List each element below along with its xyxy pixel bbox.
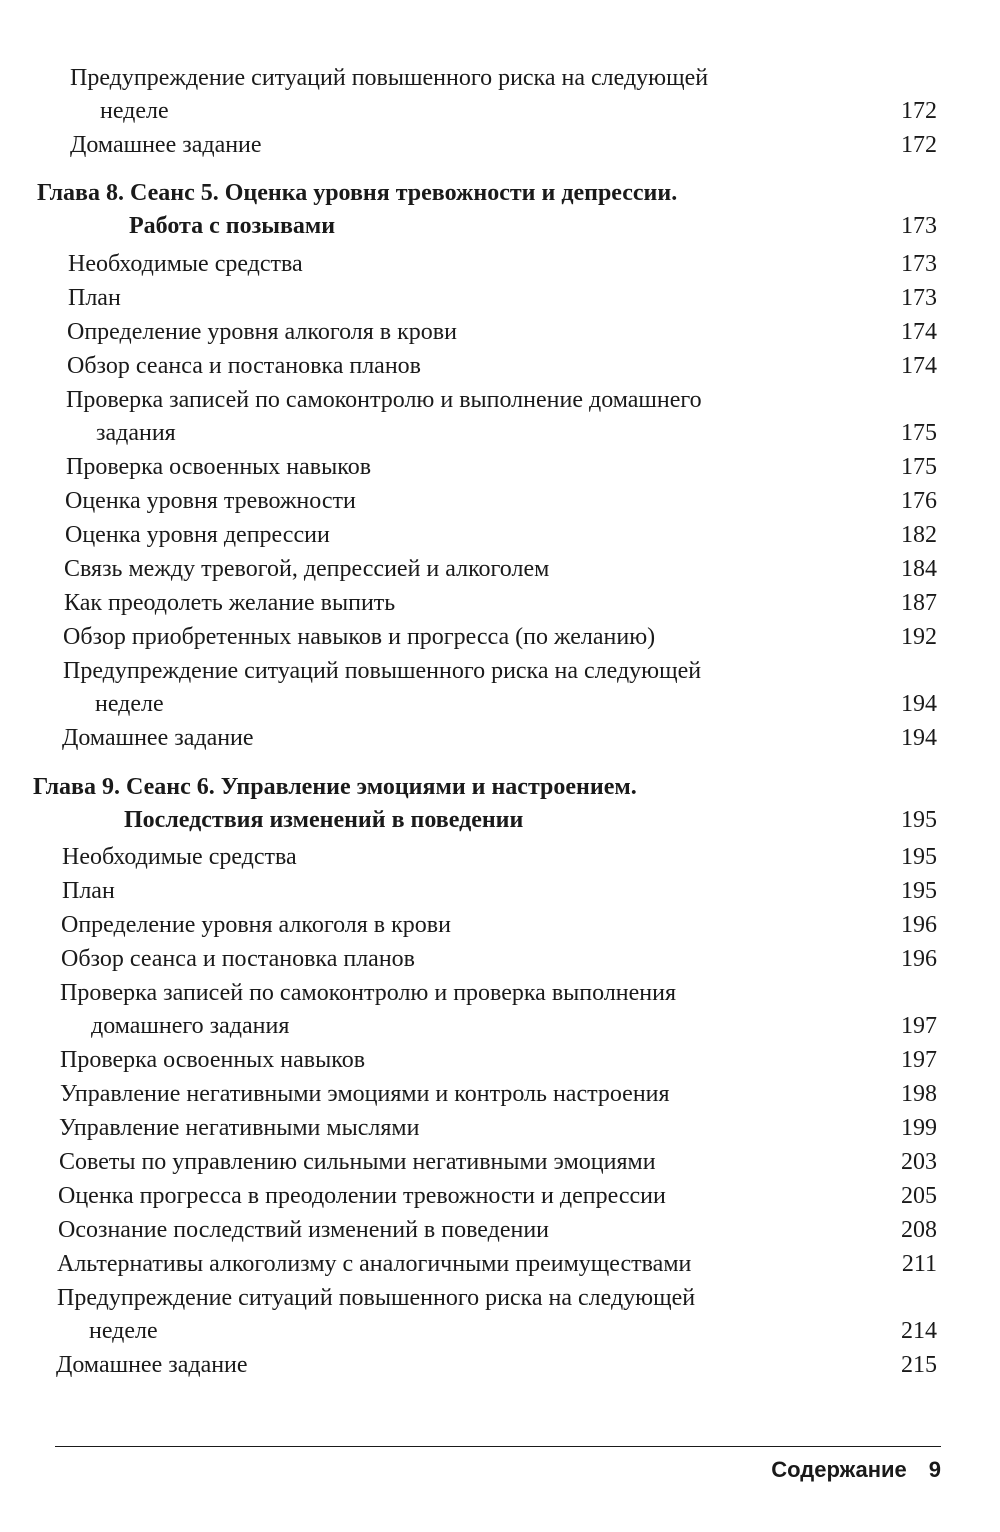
toc-entry[interactable] (66, 451, 371, 484)
toc-page-number: 195 (901, 844, 937, 870)
toc-page-number: 211 (901, 1251, 937, 1277)
toc-entry-title: Управление негативными эмоциями и контроль настроения (60, 1081, 670, 1107)
toc-entry[interactable] (58, 1180, 666, 1213)
toc-page-number: 175 (901, 454, 937, 480)
toc-entry-title: Определение уровня алкоголя в крови (61, 912, 451, 938)
toc-page-number: 203 (901, 1149, 937, 1175)
toc-entry-title: Проверка записей по самоконтролю и выполнение домашнего (66, 387, 702, 413)
toc-page-number: 215 (901, 1352, 937, 1378)
toc-entry-title: Домашнее задание (62, 725, 254, 751)
toc-page-number: 173 (901, 251, 937, 277)
toc-entry[interactable] (62, 722, 254, 755)
toc-page-number: 198 (901, 1081, 937, 1107)
toc-entry[interactable] (60, 1078, 670, 1111)
toc-entry[interactable] (63, 621, 655, 654)
toc-entry[interactable] (57, 1248, 691, 1281)
chapter-8-heading[interactable] (37, 177, 677, 243)
toc-entry-continuation: домашнего задания (91, 1013, 290, 1039)
toc-entry-title: Необходимые средства (68, 251, 303, 277)
toc-entry[interactable] (58, 1214, 549, 1247)
toc-page-number: 197 (901, 1047, 937, 1073)
toc-entry-title: Домашнее задание (70, 132, 262, 158)
toc-page-number: 182 (901, 522, 937, 548)
chapter-title-line1: Глава 8. Сеанс 5. Оценка уровня тревожности и депрессии. (37, 180, 678, 206)
chapter-title-line1: Глава 9. Сеанс 6. Управление эмоциями и настроением. (33, 774, 637, 800)
toc-entry-title: Осознание последствий изменений в поведении (58, 1217, 550, 1243)
toc-entry[interactable] (57, 1282, 695, 1348)
toc-entry[interactable] (59, 1112, 419, 1145)
toc-page-number: 187 (901, 590, 937, 616)
toc-entry[interactable] (64, 587, 395, 620)
page-footer (771, 1455, 941, 1485)
footer-rule (55, 1446, 941, 1447)
toc-page-number: 176 (901, 488, 937, 514)
toc-entry[interactable] (68, 282, 121, 315)
toc-entry-title: Проверка записей по самоконтролю и проверка выполнения (60, 980, 677, 1006)
toc-entry-continuation: неделе (100, 98, 169, 124)
toc-entry-title: Обзор приобретенных навыков и прогресса (по желанию) (63, 624, 656, 650)
toc-entry-title: Проверка освоенных навыков (60, 1047, 366, 1073)
toc-page-number: 208 (901, 1217, 937, 1243)
toc-entry-continuation: неделе (95, 691, 164, 717)
toc-entry[interactable] (64, 553, 549, 586)
toc-entry-title: Оценка уровня депрессии (65, 522, 330, 548)
toc-entry[interactable] (60, 977, 676, 1043)
toc-entry-title: Советы по управлению сильными негативными эмоциями (59, 1149, 656, 1175)
toc-entry-title: Предупреждение ситуаций повышенного риска на следующей (70, 65, 709, 91)
toc-page-number: 192 (901, 624, 937, 650)
toc-entry[interactable] (67, 350, 421, 383)
toc-entry-title: Оценка прогресса в преодолении тревожности и депрессии (58, 1183, 666, 1209)
toc-page-number: 175 (901, 420, 937, 446)
chapter-title-line2: Последствия изменений в поведении (124, 807, 524, 833)
toc-entry[interactable] (59, 1146, 656, 1179)
toc-entry-title: Как преодолеть желание выпить (64, 590, 396, 616)
toc-entry-title: Обзор сеанса и постановка планов (67, 353, 422, 379)
toc-page-number: 214 (901, 1318, 937, 1344)
toc-entry-continuation: неделе (89, 1318, 158, 1344)
toc-entry-title: Предупреждение ситуаций повышенного риска на следующей (63, 658, 702, 684)
page-number: 9 (928, 1457, 941, 1482)
toc-page-number: 199 (901, 1115, 937, 1141)
toc-entry-title: План (68, 285, 121, 311)
toc-entry-title: Связь между тревогой, депрессией и алкоголем (64, 556, 550, 582)
chapter-9-heading[interactable] (33, 771, 637, 837)
toc-page-number: 174 (901, 319, 937, 345)
toc-entry-title: Определение уровня алкоголя в крови (67, 319, 457, 345)
toc-page-number: 205 (901, 1183, 937, 1209)
toc-page-number: 194 (901, 691, 937, 717)
toc-entry[interactable] (61, 909, 451, 942)
toc-entry[interactable] (67, 316, 457, 349)
toc-page-number: 172 (901, 132, 937, 158)
toc-entry[interactable] (65, 519, 330, 552)
toc-entry[interactable] (62, 841, 297, 874)
toc-entry-homework-prev[interactable] (70, 129, 262, 162)
toc-page-number: 194 (901, 725, 937, 751)
toc-entry[interactable] (60, 1044, 365, 1077)
toc-entry-title: Предупреждение ситуаций повышенного риска на следующей (57, 1285, 696, 1311)
toc-entry-title: Обзор сеанса и постановка планов (61, 946, 416, 972)
toc-entry-title: Необходимые средства (62, 844, 297, 870)
toc-entry[interactable] (62, 875, 115, 908)
toc-entry-risk-prev[interactable] (70, 62, 708, 128)
chapter-page-number: 173 (901, 213, 937, 239)
toc-entry[interactable] (65, 485, 356, 518)
toc-entry[interactable] (61, 943, 415, 976)
running-title: Содержание (771, 1457, 907, 1482)
toc-entry[interactable] (66, 384, 702, 450)
chapter-title-line2: Работа с позывами (129, 213, 336, 239)
chapter-page-number: 195 (901, 807, 937, 833)
toc-page-number: 197 (901, 1013, 937, 1039)
toc-entry-title: Проверка освоенных навыков (66, 454, 372, 480)
toc-page-number: 196 (901, 946, 937, 972)
toc-entry-title: Оценка уровня тревожности (65, 488, 356, 514)
toc-entry-title: План (62, 878, 115, 904)
toc-entry[interactable] (63, 655, 701, 721)
toc-entry-title: Альтернативы алкоголизму с аналогичными преимуществами (57, 1251, 692, 1277)
toc-page-number: 173 (901, 285, 937, 311)
toc-entry-title: Управление негативными мыслями (59, 1115, 420, 1141)
toc-page-number: 195 (901, 878, 937, 904)
toc-entry-continuation: задания (96, 420, 176, 446)
toc-page-number: 196 (901, 912, 937, 938)
toc-entry-title: Домашнее задание (56, 1352, 248, 1378)
toc-entry[interactable] (68, 248, 303, 281)
toc-page-number: 184 (901, 556, 937, 582)
toc-entry[interactable] (56, 1349, 248, 1382)
toc-page-number: 174 (901, 353, 937, 379)
toc-page-number: 172 (901, 98, 937, 124)
